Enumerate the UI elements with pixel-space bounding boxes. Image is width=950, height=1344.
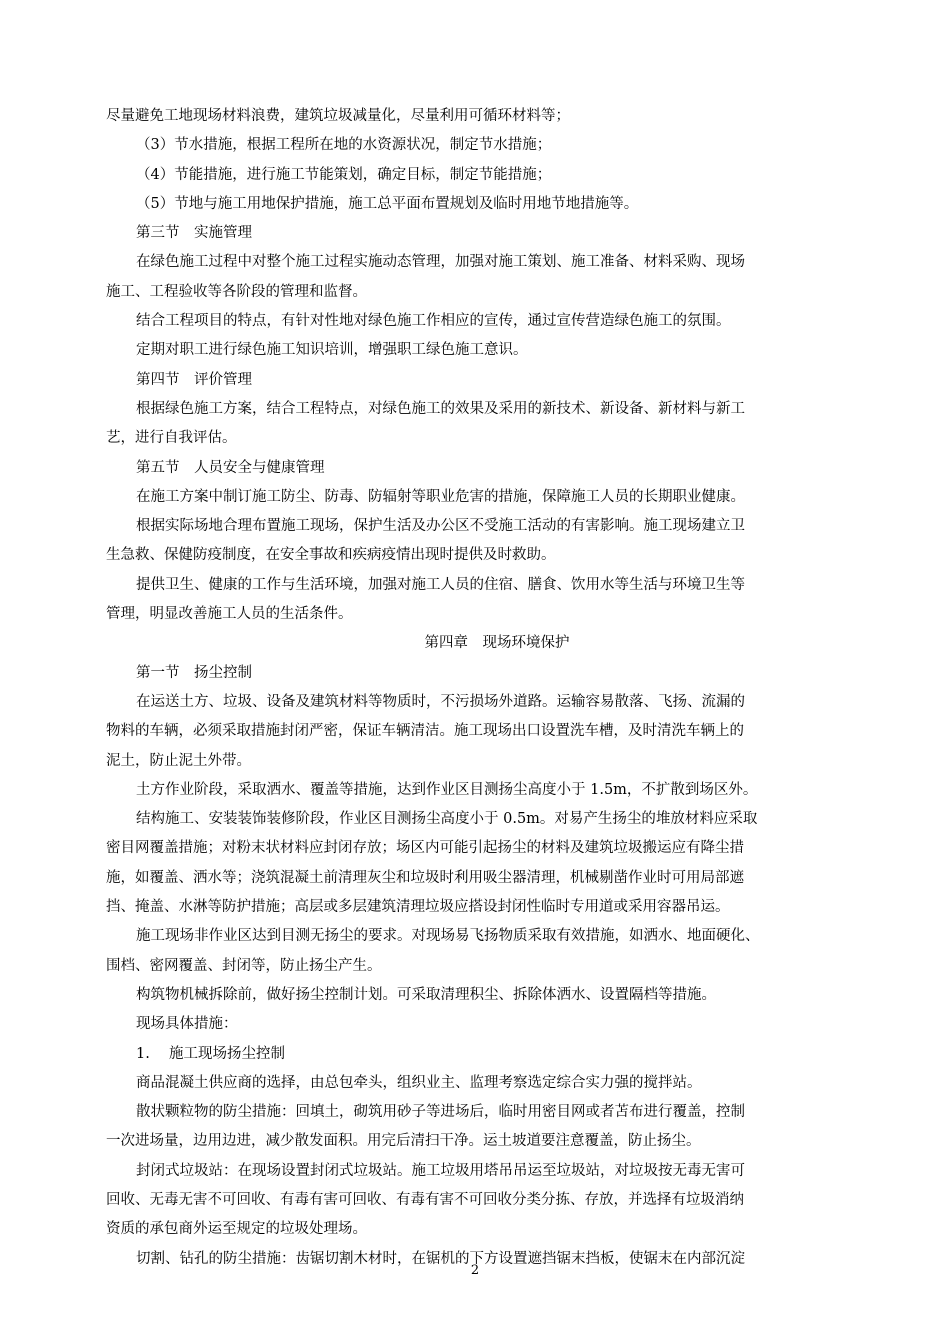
text-line: 一次进场量，边用边进，减少散发面积。用完后清扫干净。运土坡道要注意覆盖，防止扬尘。: [106, 1133, 701, 1150]
text-line: （3）节水措施，根据工程所在地的水资源状况，制定节水措施；: [136, 137, 552, 154]
text-line: 挡、掩盖、水淋等防护措施；高层或多层建筑清理垃圾应搭设封闭性临时专用道或采用容器吊运。: [106, 899, 730, 916]
text-line: 艺，进行自我评估。: [106, 430, 237, 447]
text-line: 第五节 人员安全与健康管理: [136, 459, 325, 476]
text-line: 现场具体措施：: [136, 1016, 238, 1033]
text-line: 第四节 评价管理: [136, 371, 252, 388]
text-line: 在绿色施工过程中对整个施工过程实施动态管理，加强对施工策划、施工准备、材料采购、现场: [136, 254, 745, 271]
text-line: 回收、无毒无害不可回收、有毒有害可回收、有毒有害不可回收分类分拣、存放，并选择有垃圾消纳: [106, 1191, 744, 1208]
text-line: 定期对职工进行绿色施工知识培训，增强职工绿色施工意识。: [136, 342, 528, 359]
text-line: 在施工方案中制订施工防尘、防毒、防辐射等职业危害的措施，保障施工人员的长期职业健康。: [136, 488, 745, 505]
text-line: 构筑物机械拆除前，做好扬尘控制计划。可采取清理积尘、拆除体洒水、设置隔档等措施。: [136, 986, 716, 1003]
text-line: 施工现场非作业区达到目测无扬尘的要求。对现场易飞扬物质采取有效措施，如洒水、地面硬化、: [136, 928, 760, 945]
text-line: 施，如覆盖、洒水等；浇筑混凝土前清理灰尘和垃圾时利用吸尘器清理，机械剔凿作业时可用局部遮: [106, 869, 744, 886]
text-line: 第三节 实施管理: [136, 225, 252, 242]
text-line: 第一节 扬尘控制: [136, 664, 252, 681]
text-line: 封闭式垃圾站：在现场设置封闭式垃圾站。施工垃圾用塔吊吊运至垃圾站，对垃圾按无毒无害可: [136, 1162, 745, 1179]
text-line: 结构施工、安装装饰装修阶段，作业区目测扬尘高度小于 0.5m。对易产生扬尘的堆放材料应采取: [136, 811, 758, 828]
document-body: [106, 102, 848, 1274]
text-line: 土方作业阶段，采取洒水、覆盖等措施，达到作业区目测扬尘高度小于 1.5m，不扩散到场区外。: [136, 781, 758, 798]
text-line: 根据绿色施工方案，结合工程特点，对绿色施工的效果及采用的新技术、新设备、新材料与新工: [136, 400, 745, 417]
text-line: 围档、密网覆盖、封闭等，防止扬尘产生。: [106, 957, 382, 974]
chapter-heading: 第四章 现场环境保护: [424, 635, 570, 652]
text-line: 散状颗粒物的防尘措施：回填土，砌筑用砂子等进场后，临时用密目网或者苫布进行覆盖，控制: [136, 1104, 745, 1121]
text-line: 商品混凝土供应商的选择，由总包牵头，组织业主、监理考察选定综合实力强的搅拌站。: [136, 1074, 702, 1091]
text-line: 生急救、保健防疫制度，在安全事故和疾病疫情出现时提供及时救助。: [106, 547, 556, 564]
text-line: 管理，明显改善施工人员的生活条件。: [106, 606, 353, 623]
text-line: 提供卫生、健康的工作与生活环境，加强对施工人员的住宿、膳食、饮用水等生活与环境卫生等: [136, 576, 745, 593]
text-line: 泥土，防止泥土外带。: [106, 752, 251, 769]
text-line: 密目网覆盖措施；对粉末状材料应封闭存放；场区内可能引起扬尘的材料及建筑垃圾搬运应有降尘措: [106, 840, 744, 857]
text-line: 在运送土方、垃圾、设备及建筑材料等物质时，不污损场外道路。运输容易散落、飞扬、流漏的: [136, 693, 745, 710]
text-line: 资质的承包商外运至规定的垃圾处理场。: [106, 1221, 367, 1238]
text-line: 施工、工程验收等各阶段的管理和监督。: [106, 283, 367, 300]
text-line: 物料的车辆，必须采取措施封闭严密，保证车辆清洁。施工现场出口设置洗车槽，及时清洗车辆上的: [106, 723, 744, 740]
page-number: 2: [470, 1263, 480, 1278]
text-line: 根据实际场地合理布置施工现场，保护生活及办公区不受施工活动的有害影响。施工现场建立卫: [136, 518, 745, 535]
text-line: 尽量避免工地现场材料浪费，建筑垃圾减量化，尽量利用可循环材料等；: [106, 108, 570, 124]
text-line: 结合工程项目的特点，有针对性地对绿色施工作相应的宣传，通过宣传营造绿色施工的氛围。: [136, 313, 731, 330]
text-line: （4）节能措施，进行施工节能策划，确定目标，制定节能措施；: [136, 166, 552, 183]
text-line: （5）节地与施工用地保护措施，施工总平面布置规划及临时用地节地措施等。: [136, 195, 639, 212]
text-line: 1. 施工现场扬尘控制: [136, 1045, 285, 1062]
text-line: 切割、钻孔的防尘措施：齿锯切割木材时，在锯机的下方设置遮挡锯末挡板，使锯末在内部沉淀: [136, 1250, 745, 1267]
